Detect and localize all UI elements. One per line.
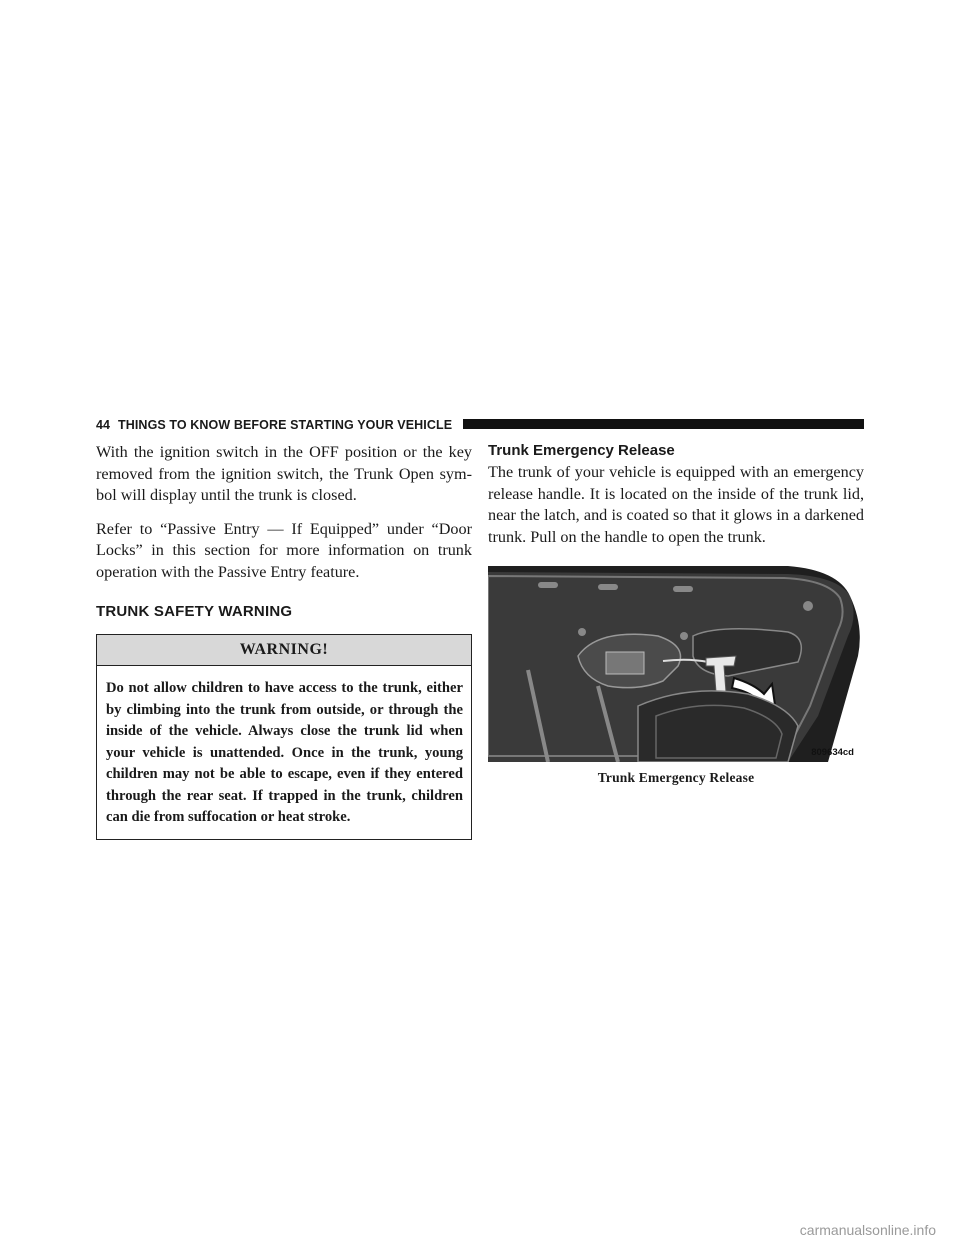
page-header <box>96 416 864 434</box>
right-column <box>488 442 864 786</box>
figure-code: 809634cd <box>811 747 854 758</box>
left-column <box>96 442 472 840</box>
paragraph-passive-entry-ref: Refer to “Passive Entry — If Equipped” under “Door Locks” in this section for more information on trunk operation with the Passive Entry feature. <box>96 519 472 581</box>
header-rule <box>463 419 864 429</box>
warning-text: Do not allow children to have access to the trunk, either by climbing into the trunk from outside, or through the inside of the vehicle. Always close the trunk lid when your vehicle is unattended. Once in the trunk, young children may not be able to escape, even if they entered through the rear seat. If trapped in the trunk, children can die from suffocation or heat stroke. <box>106 680 463 825</box>
warning-box <box>96 634 472 840</box>
paragraph-trunk-open-symbol: With the ignition switch in the OFF position or the key removed from the ignition switch, the Trunk Open sym- bol will display until the trunk is closed. <box>96 443 472 504</box>
watermark: carmanualsonline.info <box>799 1222 936 1238</box>
page-number: 44 <box>96 418 110 432</box>
paragraph-emergency-release: The trunk of your vehicle is equipped with an emergency release handle. It is located on the inside of the trunk lid, near the latch, and is coated so that it glows in a darkened trunk. Pull on the handle to open the trunk. <box>488 463 864 546</box>
trunk-release-illustration <box>488 566 864 762</box>
figure-caption: Trunk Emergency Release <box>597 770 755 785</box>
warning-title: WARNING! <box>97 635 471 666</box>
running-title: THINGS TO KNOW BEFORE STARTING YOUR VEHICLE <box>118 418 453 432</box>
trunk-lid-drawing <box>488 566 864 762</box>
section-heading-trunk-safety: TRUNK SAFETY WARNING <box>96 603 293 620</box>
subheading-trunk-emergency-release: Trunk Emergency Release <box>488 442 675 459</box>
